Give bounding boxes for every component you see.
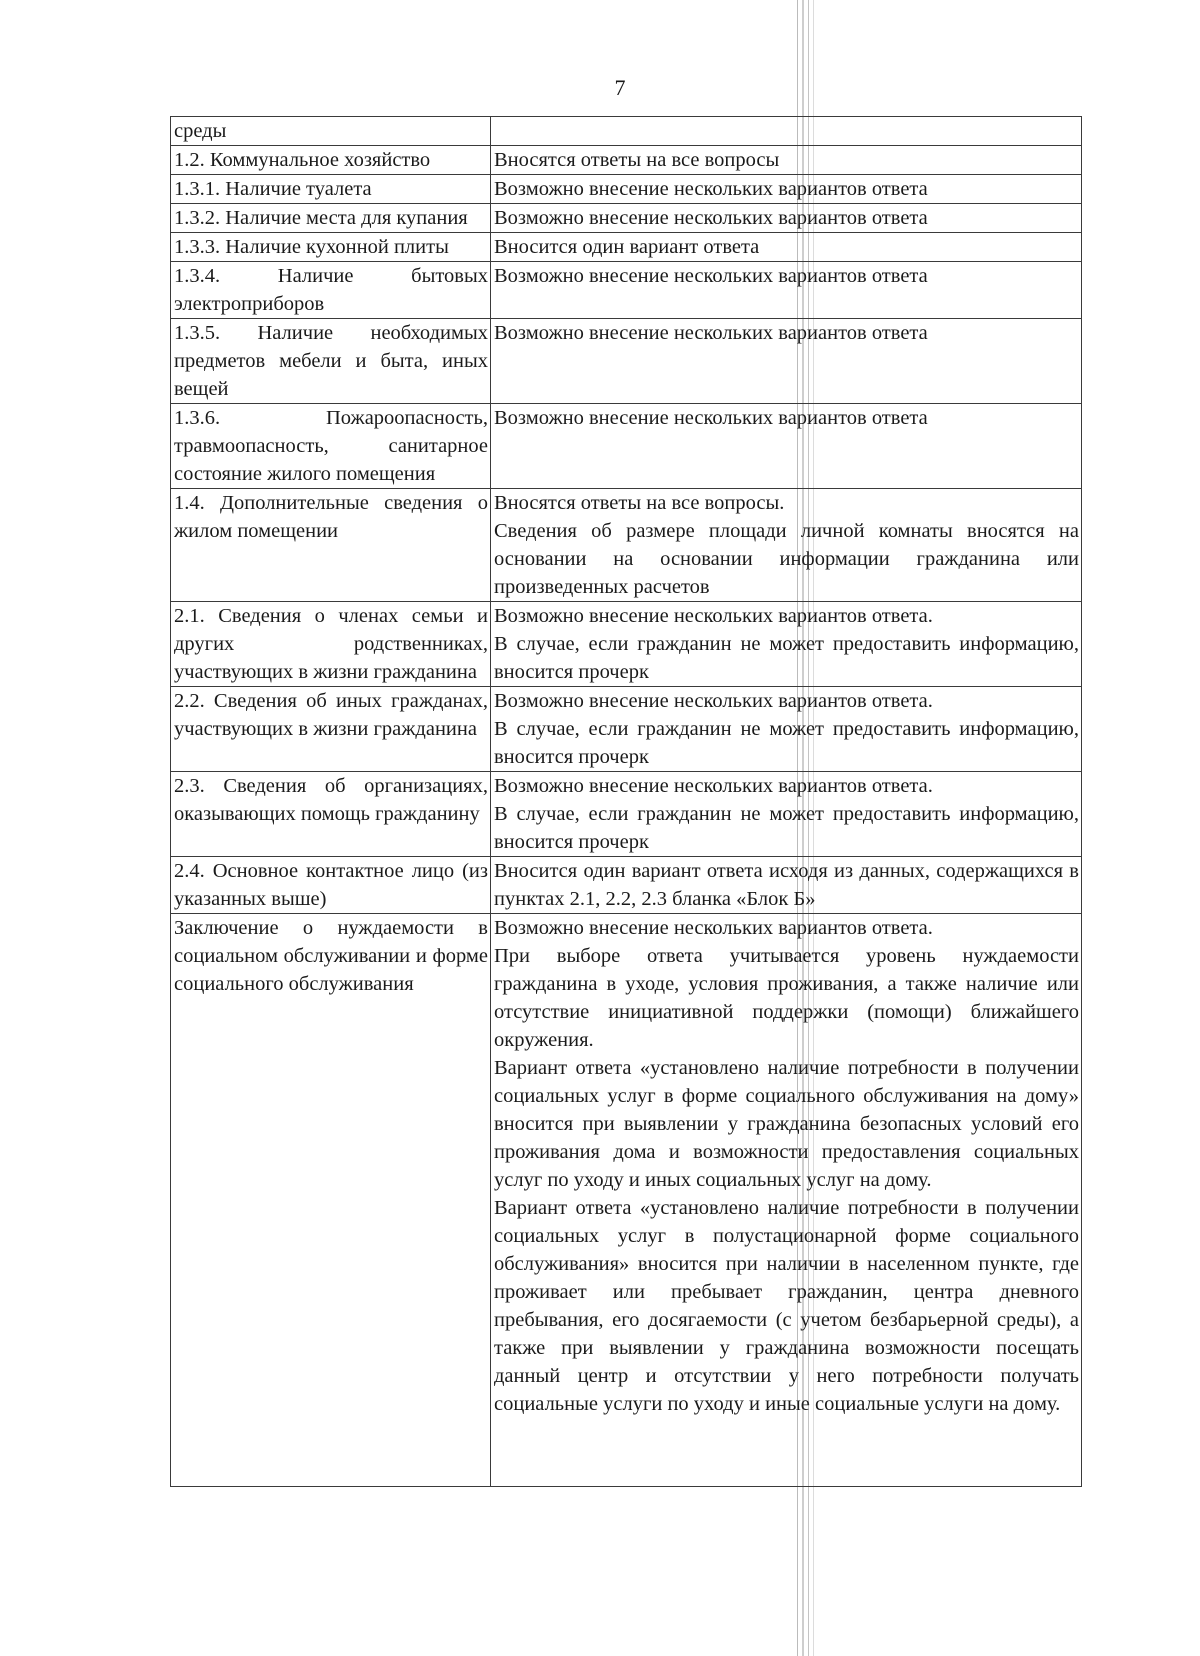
row-instructions: Вносится один вариант ответа — [491, 233, 1082, 262]
row-instructions: Возможно внесение нескольких вариантов ответа. При выборе ответа учитывается уровень нуждаемости гражданина в уходе, условия проживания, а также наличие или отсутствие инициативной поддержки (помощи) ближайшего окружения. Вариант ответа «установлено наличие потребности в получении социальных услуг в форме социального обслуживания на дому» вносится при выявлении у гражданина безопасных условий его проживания дома и возможности предоставления социальных услуг по уходу и иных социальных услуг на дому. Вариант ответа «установлено наличие потребности в получении социальных услуг в полустационарной форме социального обслуживания» вносится при наличии в населенном пункте, где проживает или пребывает гражданин, центра дневного пребывания, его досягаемости (с учетом безбарьерной среды), а также при выявлении у гражданина возможности посещать данный центр и отсутствии у него потребности получать социальные услуги по уходу и иные социальные услуги на дому. — [491, 914, 1082, 1487]
row-label: 1.3.5. Наличие необходимых предметов мебели и быта, иных вещей — [171, 319, 491, 404]
row-instructions: Возможно внесение нескольких вариантов ответа. В случае, если гражданин не может предоставить информацию, вносится прочерк — [491, 602, 1082, 687]
row-instructions: Вносится один вариант ответа исходя из данных, содержащихся в пунктах 2.1, 2.2, 2.3 бланка «Блок Б» — [491, 857, 1082, 914]
row-label: 2.4. Основное контактное лицо (из указанных выше) — [171, 857, 491, 914]
row-label: 1.3.6. Пожароопасность, травмоопасность, санитарное состояние жилого помещения — [171, 404, 491, 489]
row-label: 1.2. Коммунальное хозяйство — [171, 146, 491, 175]
table-row — [171, 233, 1082, 262]
table-row — [171, 857, 1082, 914]
row-instructions: Возможно внесение нескольких вариантов ответа. В случае, если гражданин не может предоставить информацию, вносится прочерк — [491, 687, 1082, 772]
row-instructions: Возможно внесение нескольких вариантов ответа — [491, 262, 1082, 319]
row-label: 2.1. Сведения о членах семьи и других родственниках, участвующих в жизни гражданина — [171, 602, 491, 687]
page-number: 7 — [614, 75, 626, 100]
row-label: 2.3. Сведения об организациях, оказывающих помощь гражданину — [171, 772, 491, 857]
row-instructions: Вносятся ответы на все вопросы. Сведения об размере площади личной комнаты вносятся на основании на основании информации гражданина или произведенных расчетов — [491, 489, 1082, 602]
row-label: 1.3.1. Наличие туалета — [171, 175, 491, 204]
table-row — [171, 404, 1082, 489]
table-row — [171, 175, 1082, 204]
row-instructions: Возможно внесение нескольких вариантов ответа. В случае, если гражданин не может предоставить информацию, вносится прочерк — [491, 772, 1082, 857]
row-label: среды — [171, 117, 491, 146]
row-label: 1.3.4. Наличие бытовых электроприборов — [171, 262, 491, 319]
table-row — [171, 117, 1082, 146]
row-instructions: Возможно внесение нескольких вариантов ответа — [491, 404, 1082, 489]
row-instructions: Возможно внесение нескольких вариантов ответа — [491, 175, 1082, 204]
row-label: 1.4. Дополнительные сведения о жилом помещении — [171, 489, 491, 602]
table-row — [171, 146, 1082, 175]
row-label: 1.3.2. Наличие места для купания — [171, 204, 491, 233]
table-row — [171, 687, 1082, 772]
table-row — [171, 772, 1082, 857]
table-row — [171, 914, 1082, 1487]
table-row — [171, 319, 1082, 404]
row-label: 2.2. Сведения об иных гражданах, участвующих в жизни гражданина — [171, 687, 491, 772]
table-row — [171, 489, 1082, 602]
table-row — [171, 602, 1082, 687]
row-label: Заключение о нуждаемости в социальном обслуживании и форме социального обслуживания — [171, 914, 491, 1487]
row-label: 1.3.3. Наличие кухонной плиты — [171, 233, 491, 262]
instructions-table — [170, 116, 1082, 1487]
table-row — [171, 204, 1082, 233]
row-instructions: Вносятся ответы на все вопросы — [491, 146, 1082, 175]
row-instructions: Возможно внесение нескольких вариантов ответа — [491, 319, 1082, 404]
row-instructions — [491, 117, 1082, 146]
row-instructions: Возможно внесение нескольких вариантов ответа — [491, 204, 1082, 233]
table-row — [171, 262, 1082, 319]
